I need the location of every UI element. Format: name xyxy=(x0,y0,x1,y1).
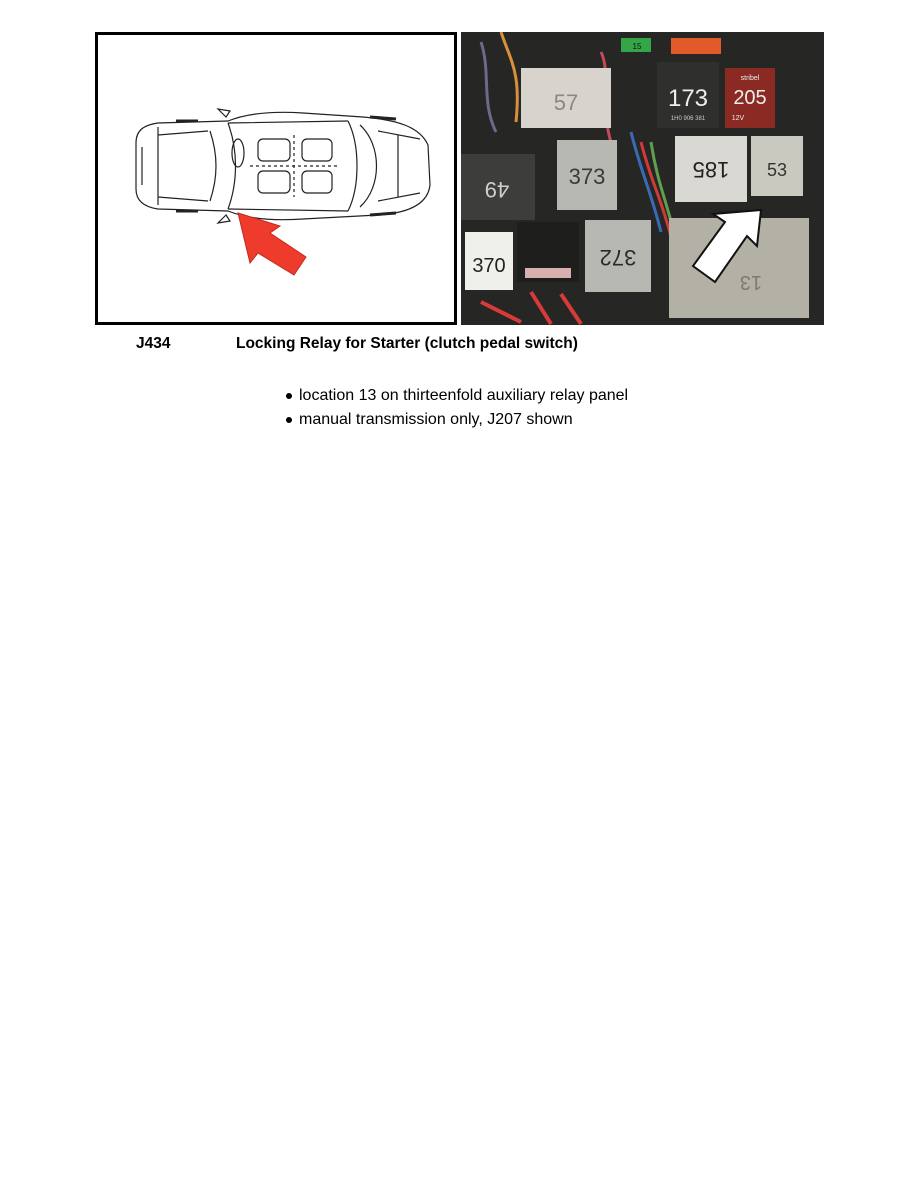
relay-57-label: 57 xyxy=(553,90,579,115)
location-notes xyxy=(285,384,805,431)
relay-205-voltage: 12V xyxy=(731,115,745,122)
relay-13-label: 13 xyxy=(739,271,763,293)
car-top-view-drawing xyxy=(98,35,454,322)
relay-49-label: 49 xyxy=(484,177,510,202)
bullet-icon xyxy=(286,417,292,423)
relay-370-label: 370 xyxy=(472,255,506,277)
relay-173-label: 173 xyxy=(667,85,709,112)
relay-205-brand: stribel xyxy=(740,75,760,82)
bullet-icon xyxy=(286,393,292,399)
relay-372-label: 372 xyxy=(599,245,637,270)
fuse-label: 15 xyxy=(632,42,642,51)
relay-53-label: 53 xyxy=(766,160,788,180)
figure-caption xyxy=(136,333,836,355)
relay-173-part-number: 1H0 906 381 xyxy=(670,116,706,122)
vehicle-location-drawing xyxy=(95,32,457,325)
relay-panel-illustration xyxy=(461,32,824,325)
relay-panel-photo xyxy=(461,32,824,325)
relay-373-label: 373 xyxy=(568,164,606,189)
note-text: manual transmission only, J207 shown xyxy=(299,410,573,428)
note-text: location 13 on thirteenfold auxiliary relay panel xyxy=(299,387,629,404)
list-item xyxy=(285,408,805,432)
location-arrow-icon xyxy=(238,213,306,275)
component-title: Locking Relay for Starter (clutch pedal switch) xyxy=(236,335,578,352)
figure-row xyxy=(95,32,824,325)
list-item xyxy=(285,384,805,408)
relay-205-label: 205 xyxy=(733,87,767,109)
component-code: J434 xyxy=(136,335,171,352)
relay-185-label: 185 xyxy=(692,157,730,182)
